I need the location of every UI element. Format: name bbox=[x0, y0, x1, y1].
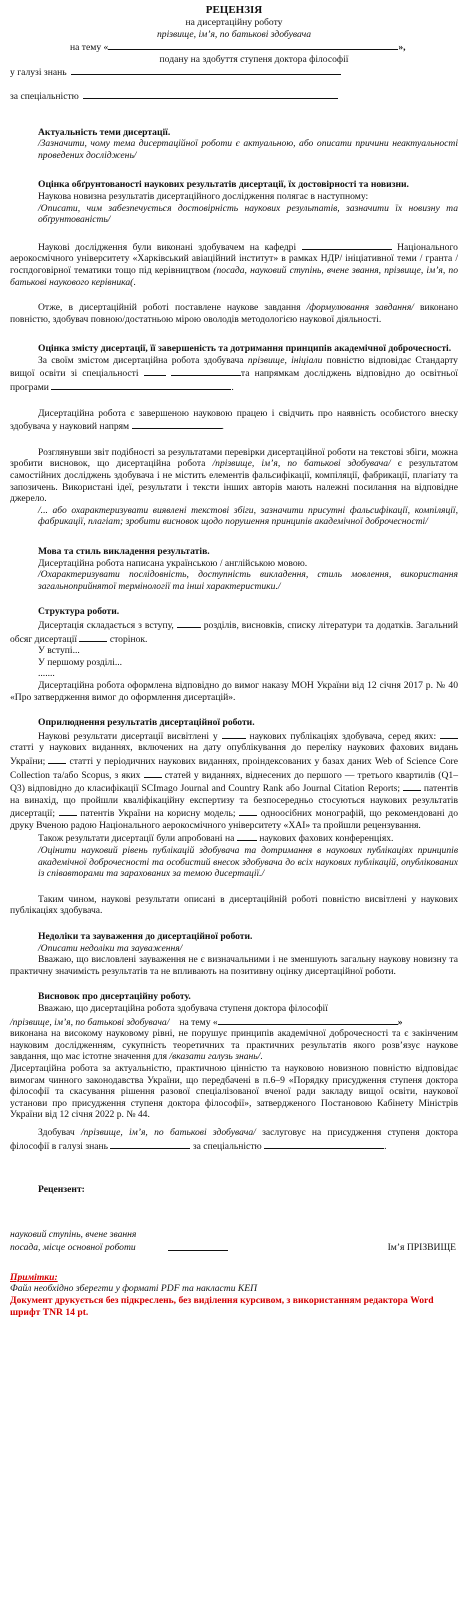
publication-p2-b: наукових фахових конференціях. bbox=[259, 833, 394, 845]
content-p1 bbox=[10, 355, 458, 394]
topic-prefix: на тему « bbox=[70, 42, 109, 54]
chapters-blank bbox=[177, 618, 201, 628]
content-p1-a: За своїм змістом дисертаційна робота здобувача bbox=[38, 354, 244, 366]
language-p1: Дисертаційна робота написана українською / англійською мовою. bbox=[38, 557, 308, 569]
notes-line1: Файл необхідно зберегти у форматі PDF та накласти КЕП bbox=[10, 1283, 258, 1295]
publication-p2-a: Також результати дисертації були апробовані на bbox=[38, 833, 235, 845]
quartile-articles-blank bbox=[144, 768, 162, 778]
publication-p3: Таким чином, наукові результати описані в дисертаційній роботі повністю висвітлені у наукових публікаціях здобувача. bbox=[10, 893, 458, 917]
content-p3 bbox=[10, 447, 458, 505]
remarks-p1: Вважаю, що висловлені зауваження не є визначальними і не зменшують загальну наукову новизну та практичну значимість результатів та не впливають на позитивну оцінку дисертаційної роботи. bbox=[10, 954, 458, 977]
content-p3-a: Розглянувши звіт подібності за результатами перевірки дисертаційної роботи на текстові збіги, можна зробити висновок, що дисертаційна робота bbox=[10, 446, 458, 470]
content-p1-end: . bbox=[231, 382, 234, 394]
field-label: у галузі знань bbox=[10, 67, 67, 79]
section-conclusion-heading: Висновок про дисертаційну роботу. bbox=[38, 991, 191, 1003]
submitted-line: подану на здобуття ступеня доктора філософії bbox=[159, 53, 349, 65]
conclusion-p3 bbox=[10, 1028, 458, 1063]
specialty-label: за спеціальністю bbox=[10, 90, 79, 102]
section-remarks-heading: Недоліки та зауваження до дисертаційної роботи. bbox=[38, 931, 253, 943]
conclusion-p5-b: заслуговує на присудження ступеня доктора філософії в галузі знань bbox=[10, 1126, 458, 1152]
validity-p3-a: Отже, в дисертаційній роботі поставлене наукове завдання bbox=[38, 302, 301, 314]
structure-p1 bbox=[10, 618, 458, 645]
structure-p2: Дисертаційна робота оформлена відповідно до вимог наказу МОН України від 12 січня 2017 р. № 40 «Про затвердження вимог до оформлення дисертацій». bbox=[10, 679, 458, 703]
conferences-blank bbox=[237, 831, 257, 841]
section-language-heading: Мова та стиль викладення результатів. bbox=[38, 546, 210, 557]
validity-p1-note: /Описати, чим забезпечується достовірність наукових результатів, зазначити їх новизну та обґрунтованість/ bbox=[38, 202, 458, 226]
validity-p3 bbox=[10, 302, 458, 325]
supervisor-note: (посада, науковий ступінь, вчене звання, прізвище, ім’я, по батькові наукового керівника( bbox=[10, 264, 458, 288]
content-p1-c: та напрямкам досліджень відповідно до освітньої програми bbox=[10, 368, 458, 394]
field-line bbox=[10, 65, 458, 79]
structure-p1-b: розділів, висновків, списку літератури та додатків. Загальний обсяг дисертації bbox=[10, 619, 458, 645]
validity-p1: Наукова новизна результатів дисертаційного дослідження полягає в наступному: bbox=[38, 190, 369, 202]
structure-intro: У вступі... bbox=[38, 645, 80, 657]
content-p3-note2: /... або охарактеризувати виявлені текстові збіги, зазначити присутні фальсифікації, компіляції, фабрикації, плагіат; зробити висновок щодо порушення принципів академічної доброчесності/ bbox=[38, 504, 458, 528]
specialty-name-blank bbox=[171, 366, 241, 376]
validity-p2 bbox=[10, 240, 458, 288]
conclusion-topic-blank bbox=[218, 1015, 398, 1025]
section-relevance-heading: Актуальність теми дисертації. bbox=[38, 126, 171, 138]
specialty-code-blank bbox=[144, 366, 166, 376]
reviewer-workplace: посада, місце основної роботи bbox=[10, 1241, 136, 1253]
publication-p1-f: патентів на винахід, що пройшли кваліфікаційну експертизу та безпосередньо стосуються наукових результатів дисертації; bbox=[10, 783, 458, 820]
reviewer-name: Ім’я ПРІЗВИЩЕ bbox=[387, 1242, 456, 1254]
invention-patents-blank bbox=[403, 781, 421, 791]
conclusion-p3-a: виконана на високому науковому рівні, не порушує принципів академічної доброчесності та є закінченим науковим дослідженням, сукупність теоретичних та практичних результатів якого розв’язує наукове завдання, що має істотне значення для bbox=[10, 1028, 458, 1063]
document-title: РЕЦЕНЗІЯ bbox=[205, 4, 263, 16]
publication-p1-b: наукових публікаціях здобувача, серед яких: bbox=[249, 730, 437, 742]
remarks-note: /Описати недоліки та зауваження/ bbox=[38, 942, 183, 954]
publication-p1-e: статей у виданнях, віднесених до першого — третього квартилів (Q1–Q3) відповідно до класифікації SCImago Journal and Country Rank або Journal Citation Reports; bbox=[10, 769, 458, 795]
department-blank bbox=[302, 240, 392, 250]
reviewer-label: Рецензент: bbox=[38, 1184, 85, 1196]
document-subtitle: на дисертаційну роботу bbox=[185, 17, 283, 28]
publications-count-blank bbox=[222, 729, 246, 739]
section-structure-heading: Структура роботи. bbox=[38, 606, 120, 618]
reviewer-degree: науковий ступінь, вчене звання bbox=[10, 1228, 137, 1240]
conclusion-topic-suffix: » bbox=[397, 1016, 403, 1028]
conclusion-p1: Вважаю, що дисертаційна робота здобувача ступеня доктора філософії bbox=[38, 1003, 328, 1014]
validity-p2-text: Наукові дослідження були виконані здобувачем на кафедрі bbox=[38, 241, 297, 253]
publication-note: /Оцінити науковий рівень публікацій здобувача та дотримання в наукових публікаціях принципів академічної доброчесності та особистий внесок здобувача до всіх наукових публікацій, опублікованих із співавторами та зарахованих за темою дисертації./ bbox=[38, 845, 458, 880]
signature-block bbox=[10, 1228, 458, 1254]
task-note: /формулювання завдання/ bbox=[306, 302, 414, 314]
publication-p1-d: статті у періодичних наукових виданнях, проіндексованих у базах даних Web of Science Core Collection та/або Scopus, з яких bbox=[10, 755, 458, 781]
research-direction-blank bbox=[132, 419, 222, 429]
notes-line2: Документ друкується без підкреслень, без виділення курсивом, з використанням редактора Word шрифт TNR 14 pt. bbox=[10, 1294, 434, 1318]
conclusion-topic-prefix: на тему « bbox=[179, 1016, 218, 1028]
signature-line bbox=[168, 1250, 228, 1251]
validity-p3-b: виконано повністю, здобувач повною/достатньою мірою оволодів методологією наукової діяльності. bbox=[10, 302, 458, 325]
content-p1-note: прізвище, ініціали bbox=[247, 354, 323, 366]
specialty-blank bbox=[83, 89, 338, 99]
conclusion-field-blank bbox=[110, 1139, 190, 1149]
structure-p1-c: сторінок. bbox=[109, 633, 148, 645]
section-validity-heading: Оцінка обґрунтованості наукових результатів дисертації, їх достовірності та новизни. bbox=[38, 179, 409, 191]
structure-chapter1: У першому розділі... bbox=[38, 656, 123, 668]
validity-p2-end: . bbox=[133, 276, 136, 288]
language-note: /Охарактеризувати послідовність, доступність викладення, стиль мовлення, використання загальноприйнятої термінології та інші характеристики./ bbox=[38, 569, 458, 592]
section-publication-heading: Оприлюднення результатів дисертаційної роботи. bbox=[38, 717, 255, 729]
conclusion-topic-line bbox=[10, 1015, 458, 1029]
publication-p1-a: Наукові результати дисертації висвітлені у bbox=[38, 730, 218, 742]
conclusion-field-note: /вказати галузь знань/ bbox=[169, 1051, 261, 1063]
author-hint: прізвище, ім’я, по батькові здобувача bbox=[156, 28, 312, 40]
section-content-heading: Оцінка змісту дисертації, її завершеність та дотримання принципів академічної доброчесності. bbox=[38, 343, 452, 355]
publication-p1-c: статті у наукових виданнях, включених на дату опублікування до переліку наукових фахових видань України; bbox=[10, 742, 458, 767]
conclusion-p5 bbox=[10, 1127, 458, 1152]
validity-p2-cont: Національного аерокосмічного університету «Харківський авіаційний інститут» в рамках НДР/ ініціативної теми / гранта / госпдоговірної тематики тощо під керівництвом bbox=[10, 241, 458, 276]
utility-patents-blank bbox=[59, 806, 77, 816]
publication-p1-h: одноосібних монографій, що рекомендовані до друку Вченою радою Національного аерокосмічного університету «ХАІ» та пройшли рецензування. bbox=[10, 808, 458, 831]
structure-dots: ....... bbox=[38, 668, 55, 680]
reviewer-position bbox=[10, 1228, 228, 1254]
topic-suffix: », bbox=[398, 42, 406, 54]
topic-blank bbox=[108, 40, 398, 50]
conclusion-specialty-blank bbox=[264, 1139, 384, 1149]
notes-title: Примітки: bbox=[10, 1271, 58, 1283]
publication-p1-g: патентів України на корисну модель; bbox=[80, 808, 236, 820]
conclusion-p5-c: за спеціальністю bbox=[192, 1140, 262, 1152]
content-p1-b: повністю відповідає Стандарту вищої освіти зі спеціальності bbox=[10, 354, 458, 380]
structure-p1-a: Дисертація складається з вступу, bbox=[38, 619, 174, 631]
conclusion-p5-note: /прізвище, ім’я, по батькові здобувача/ bbox=[80, 1126, 256, 1138]
conclusion-author-note: /прізвище, ім’я, по батькові здобувача/ bbox=[10, 1016, 170, 1028]
program-blank bbox=[51, 380, 231, 390]
section-relevance-note: /Зазначити, чому тема дисертаційної роботи є актуальною, або описати причини неактуальності проведених досліджень/ bbox=[38, 138, 458, 161]
publication-p1 bbox=[10, 729, 458, 832]
professional-articles-blank bbox=[440, 729, 458, 739]
content-p3-b: є результатом самостійних досліджень здобувача і не містить елементів фальсифікації, компіляції, фабрикації, плагіату та запозичень. Використані ідеї, результати і тексти інших авторів мають належні посилання на відповідне джерело. bbox=[10, 458, 458, 505]
topic-line bbox=[10, 40, 458, 54]
specialty-line bbox=[10, 89, 458, 103]
conclusion-p4: Дисертаційна робота за актуальністю, практичною цінністю та науковою новизною повністю відповідає вимогам чинного законодавства України, що передбачені в п.6–9 «Порядку присудження ступеня доктора філософії та скасування рішення разової спеціалізованої вченої ради закладу вищої освіти, наукової установи про присудження ступеня доктора філософії», затвердженого Постановою Кабінету Міністрів України від 12 січня 2022 р. № 44. bbox=[10, 1062, 458, 1121]
content-p2-text: Дисертаційна робота є завершеною науковою працею і свідчить про наявність особистого внеску здобувача у науковий напрям bbox=[10, 407, 458, 433]
publication-p2 bbox=[10, 831, 458, 845]
pages-blank bbox=[79, 632, 107, 642]
field-blank bbox=[71, 65, 341, 75]
conclusion-p3-end: . bbox=[260, 1051, 263, 1063]
conclusion-p5-end: . bbox=[384, 1140, 387, 1152]
content-p2: Дисертаційна робота є завершеною науковою працею і свідчить про наявність особистого внеску здобувача у науковий напрям . bbox=[10, 407, 458, 433]
content-p3-note: /прізвище, ім’я, по батькові здобувача/ bbox=[212, 458, 391, 470]
indexed-articles-blank bbox=[48, 754, 66, 764]
monographs-blank bbox=[239, 806, 257, 816]
conclusion-p5-a: Здобувач bbox=[38, 1126, 75, 1138]
